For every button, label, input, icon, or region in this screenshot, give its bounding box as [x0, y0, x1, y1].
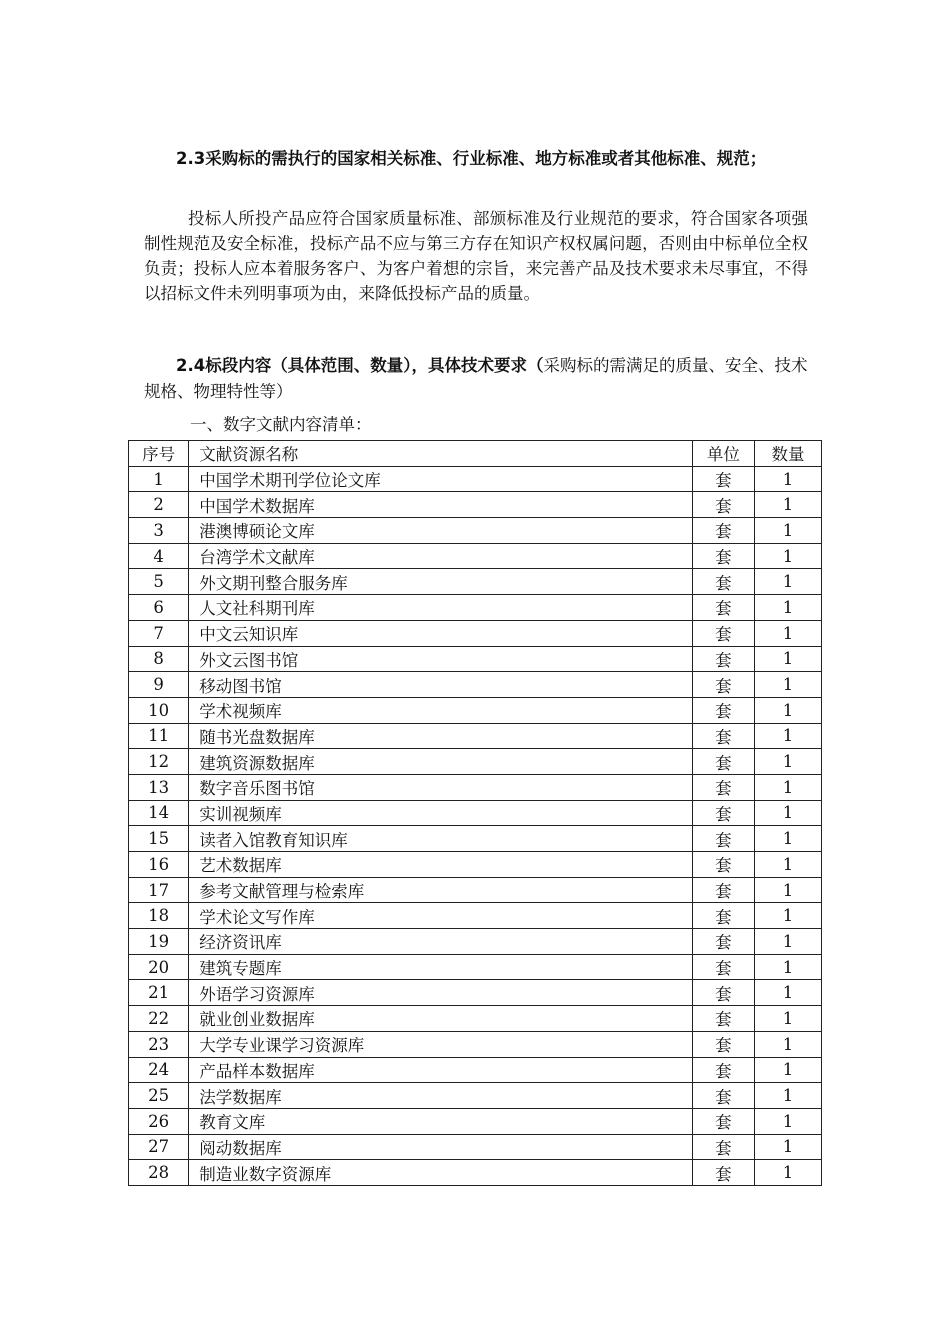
row-qty: 1: [754, 852, 821, 878]
section-2-4-heading-bold: 2.4标段内容（具体范围、数量），具体技术要求（: [176, 356, 544, 375]
row-unit: 套: [692, 1160, 754, 1186]
row-name: 随书光盘数据库: [189, 723, 693, 749]
row-name: 建筑资源数据库: [189, 749, 693, 775]
table-row: [129, 1108, 822, 1134]
row-name: 人文社科期刊库: [189, 595, 693, 621]
row-no: 18: [129, 903, 189, 929]
row-no: 25: [129, 1083, 189, 1109]
section-2-3-body: 投标人所投产品应符合国家质量标准、部颁标准及行业规范的要求，符合国家各项强制性规范及安全标准，投标产品不应与第三方存在知识产权权属问题，否则由中标单位全权负责；投标人应本着服务客户、为客户着想的宗旨，来完善产品及技术要求未尽事宜，不得以招标文件未列明事项为由，来降低投标产品的质量。: [144, 209, 808, 303]
table-row: [129, 723, 822, 749]
table-body: [129, 466, 822, 1185]
row-unit: 套: [692, 1006, 754, 1032]
row-name: 中国学术数据库: [189, 492, 693, 518]
row-qty: 1: [754, 800, 821, 826]
row-qty: 1: [754, 569, 821, 595]
row-name: 中文云知识库: [189, 620, 693, 646]
row-qty: 1: [754, 774, 821, 800]
row-name: 参考文献管理与检索库: [189, 877, 693, 903]
row-qty: 1: [754, 492, 821, 518]
section-2-3-heading: 2.3采购标的需执行的国家相关标准、行业标准、地方标准或者其他标准、规范；: [176, 149, 767, 168]
row-no: 27: [129, 1134, 189, 1160]
row-no: 23: [129, 1031, 189, 1057]
row-name: 中国学术期刊学位论文库: [189, 466, 693, 492]
row-name: 法学数据库: [189, 1083, 693, 1109]
row-qty: 1: [754, 543, 821, 569]
row-no: 12: [129, 749, 189, 775]
table-row: [129, 620, 822, 646]
row-no: 8: [129, 646, 189, 672]
row-unit: 套: [692, 980, 754, 1006]
table-row: [129, 1006, 822, 1032]
row-no: 6: [129, 595, 189, 621]
table-row: [129, 1160, 822, 1186]
row-name: 学术论文写作库: [189, 903, 693, 929]
row-qty: 1: [754, 1057, 821, 1083]
header-no: 序号: [129, 441, 189, 467]
row-no: 26: [129, 1108, 189, 1134]
row-no: 28: [129, 1160, 189, 1186]
table-row: [129, 646, 822, 672]
table-row: [129, 1031, 822, 1057]
row-qty: 1: [754, 826, 821, 852]
row-name: 艺术数据库: [189, 852, 693, 878]
row-name: 外文云图书馆: [189, 646, 693, 672]
row-unit: 套: [692, 697, 754, 723]
table-row: [129, 697, 822, 723]
row-unit: 套: [692, 620, 754, 646]
row-no: 20: [129, 954, 189, 980]
row-qty: 1: [754, 749, 821, 775]
row-no: 13: [129, 774, 189, 800]
table-row: [129, 1057, 822, 1083]
row-name: 建筑专题库: [189, 954, 693, 980]
row-name: 实训视频库: [189, 800, 693, 826]
row-qty: 1: [754, 1134, 821, 1160]
row-name: 港澳博硕论文库: [189, 518, 693, 544]
row-qty: 1: [754, 1031, 821, 1057]
row-unit: 套: [692, 646, 754, 672]
table-row: [129, 749, 822, 775]
row-unit: 套: [692, 903, 754, 929]
row-no: 21: [129, 980, 189, 1006]
row-qty: 1: [754, 877, 821, 903]
row-unit: 套: [692, 852, 754, 878]
table-row: [129, 826, 822, 852]
row-name: 台湾学术文献库: [189, 543, 693, 569]
table-header-row: [129, 441, 822, 467]
row-unit: 套: [692, 492, 754, 518]
row-qty: 1: [754, 518, 821, 544]
row-name: 经济资讯库: [189, 929, 693, 955]
row-name: 外语学习资源库: [189, 980, 693, 1006]
row-qty: 1: [754, 646, 821, 672]
row-unit: 套: [692, 774, 754, 800]
resource-table: [128, 440, 822, 1186]
row-unit: 套: [692, 1134, 754, 1160]
row-unit: 套: [692, 929, 754, 955]
table-row: [129, 903, 822, 929]
row-unit: 套: [692, 1057, 754, 1083]
row-qty: 1: [754, 723, 821, 749]
row-name: 读者入馆教育知识库: [189, 826, 693, 852]
table-row: [129, 774, 822, 800]
row-no: 10: [129, 697, 189, 723]
table-row: [129, 852, 822, 878]
section-2-4-heading: [144, 353, 808, 405]
row-qty: 1: [754, 466, 821, 492]
row-qty: 1: [754, 954, 821, 980]
row-no: 22: [129, 1006, 189, 1032]
row-name: 就业创业数据库: [189, 1006, 693, 1032]
row-no: 15: [129, 826, 189, 852]
table-row: [129, 954, 822, 980]
row-unit: 套: [692, 749, 754, 775]
row-unit: 套: [692, 518, 754, 544]
row-no: 3: [129, 518, 189, 544]
row-unit: 套: [692, 543, 754, 569]
row-qty: 1: [754, 620, 821, 646]
table-row: [129, 492, 822, 518]
row-no: 4: [129, 543, 189, 569]
row-no: 24: [129, 1057, 189, 1083]
table-row: [129, 672, 822, 698]
row-qty: 1: [754, 1160, 821, 1186]
row-no: 9: [129, 672, 189, 698]
row-unit: 套: [692, 1083, 754, 1109]
row-name: 阅动数据库: [189, 1134, 693, 1160]
row-no: 2: [129, 492, 189, 518]
row-no: 14: [129, 800, 189, 826]
row-unit: 套: [692, 877, 754, 903]
row-unit: 套: [692, 1031, 754, 1057]
header-unit: 单位: [692, 441, 754, 467]
row-unit: 套: [692, 466, 754, 492]
table-row: [129, 877, 822, 903]
row-name: 数字音乐图书馆: [189, 774, 693, 800]
table-row: [129, 929, 822, 955]
row-unit: 套: [692, 1108, 754, 1134]
row-unit: 套: [692, 569, 754, 595]
list-caption: 一、数字文献内容清单：: [190, 415, 372, 434]
table-row: [129, 1083, 822, 1109]
row-qty: 1: [754, 980, 821, 1006]
row-qty: 1: [754, 1108, 821, 1134]
row-name: 大学专业课学习资源库: [189, 1031, 693, 1057]
table-row: [129, 800, 822, 826]
section-2-4-heading-normal: 采购标的需满足的质量、安全、技术规格、物理特性等）: [144, 356, 808, 401]
row-name: 制造业数字资源库: [189, 1160, 693, 1186]
row-no: 17: [129, 877, 189, 903]
row-qty: 1: [754, 1006, 821, 1032]
row-no: 5: [129, 569, 189, 595]
table-row: [129, 1134, 822, 1160]
row-unit: 套: [692, 723, 754, 749]
row-no: 16: [129, 852, 189, 878]
row-name: 学术视频库: [189, 697, 693, 723]
row-name: 产品样本数据库: [189, 1057, 693, 1083]
row-name: 移动图书馆: [189, 672, 693, 698]
header-qty: 数量: [754, 441, 821, 467]
table-row: [129, 595, 822, 621]
row-unit: 套: [692, 595, 754, 621]
row-unit: 套: [692, 954, 754, 980]
row-no: 19: [129, 929, 189, 955]
row-qty: 1: [754, 903, 821, 929]
table-row: [129, 518, 822, 544]
row-name: 教育文库: [189, 1108, 693, 1134]
row-name: 外文期刊整合服务库: [189, 569, 693, 595]
row-no: 7: [129, 620, 189, 646]
row-qty: 1: [754, 595, 821, 621]
row-qty: 1: [754, 672, 821, 698]
table-row: [129, 569, 822, 595]
row-no: 11: [129, 723, 189, 749]
table-row: [129, 980, 822, 1006]
row-qty: 1: [754, 697, 821, 723]
row-unit: 套: [692, 826, 754, 852]
table-row: [129, 543, 822, 569]
row-no: 1: [129, 466, 189, 492]
row-qty: 1: [754, 1083, 821, 1109]
row-unit: 套: [692, 800, 754, 826]
row-unit: 套: [692, 672, 754, 698]
row-qty: 1: [754, 929, 821, 955]
table-row: [129, 466, 822, 492]
header-name: 文献资源名称: [189, 441, 693, 467]
